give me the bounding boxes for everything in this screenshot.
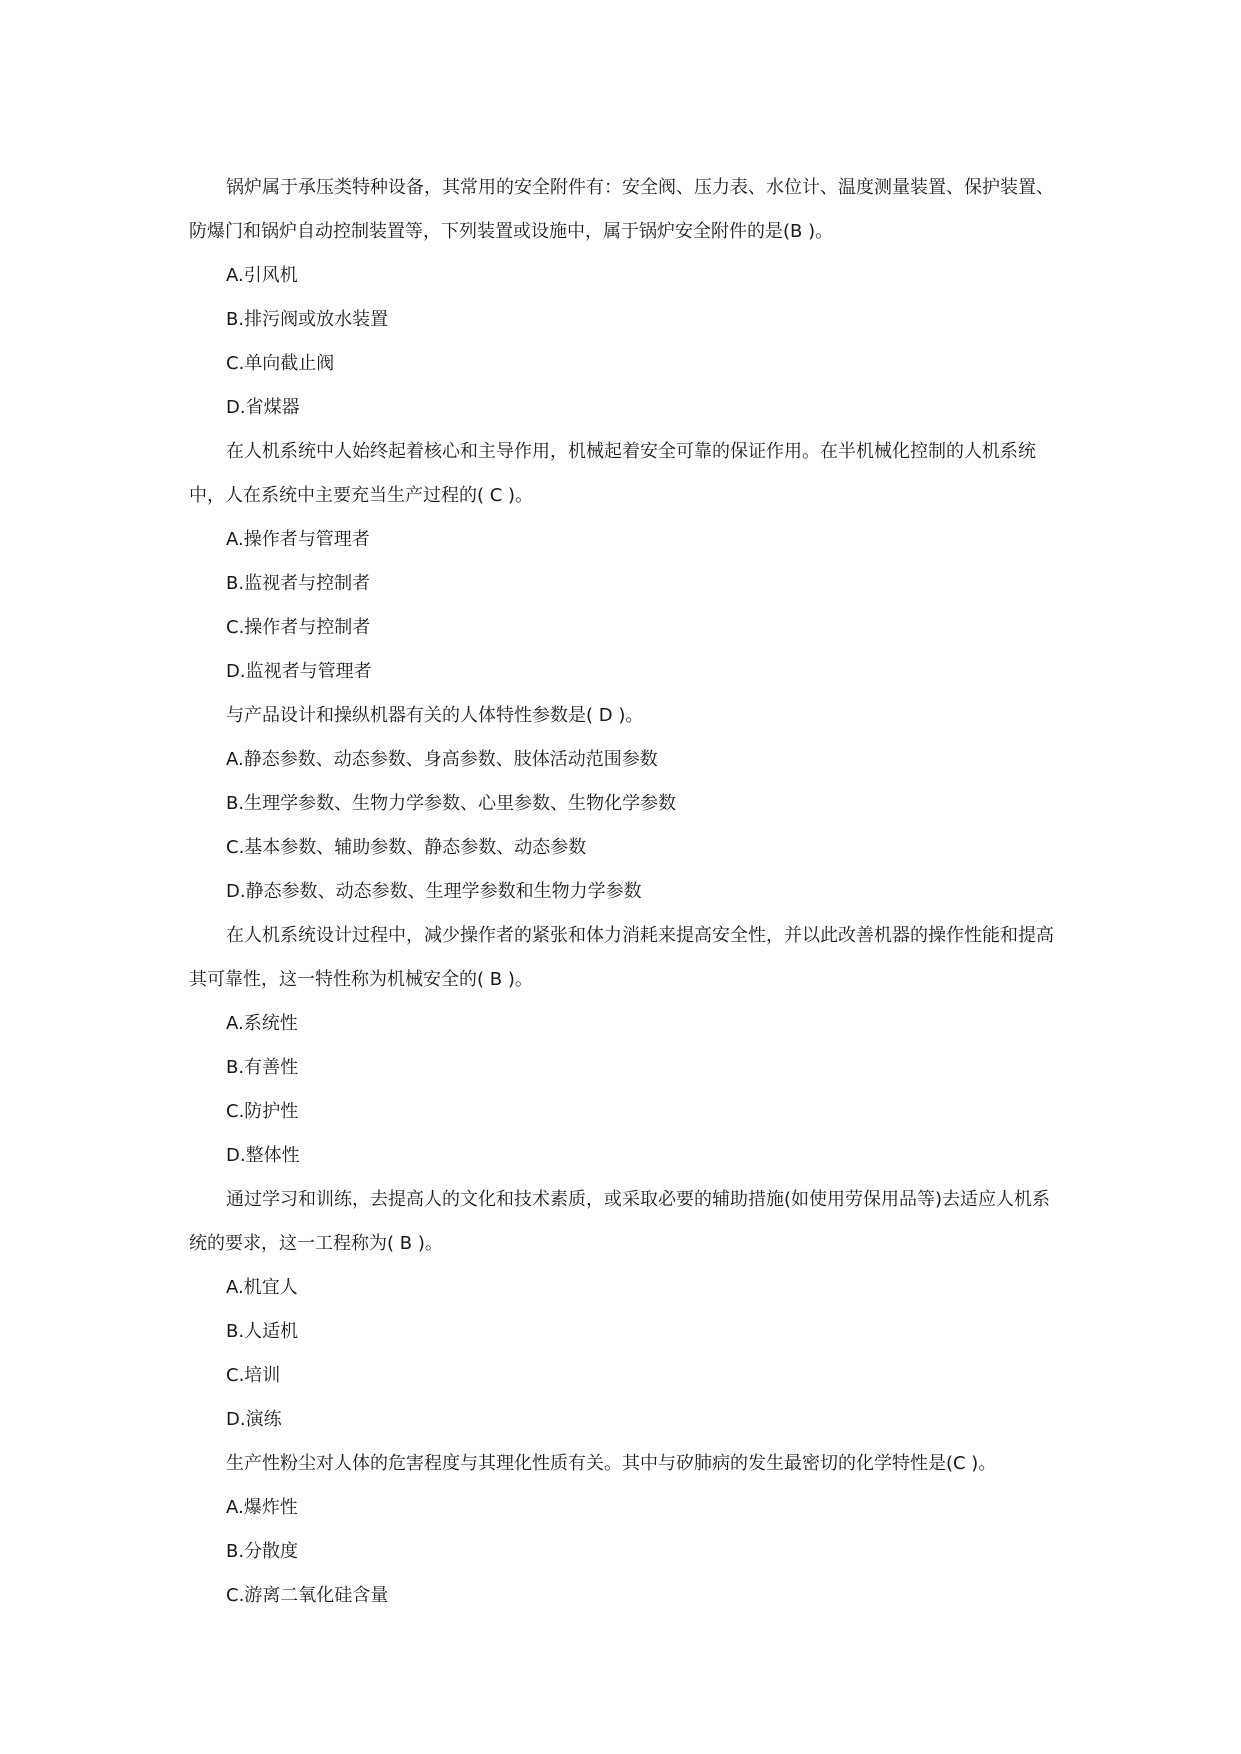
question-5-option-c: C.培训 (226, 1365, 281, 1386)
question-1-option-a: A.引风机 (226, 265, 298, 286)
question-5-option-a: A.机宜人 (226, 1277, 298, 1298)
question-list (189, 166, 1057, 1618)
question-3-option-d: D.静态参数、动态参数、生理学参数和生物力学参数 (226, 881, 642, 902)
question-1-option-c: C.单向截止阀 (226, 353, 335, 374)
question-1-text: 锅炉属于承压类特种设备，其常用的安全附件有：安全阀、压力表、水位计、温度测量装置、保护装置、防爆门和锅炉自动控制装置等，下列装置或设施中，属于锅炉安全附件的是(B )。 (189, 177, 1054, 242)
question-6-option-a: A.爆炸性 (226, 1497, 298, 1518)
question-1-option-d: D.省煤器 (226, 397, 300, 418)
question-2-option-b: B.监视者与控制者 (226, 573, 371, 594)
question-3-option-b: B.生理学参数、生物力学参数、心里参数、生物化学参数 (226, 793, 677, 814)
question-6-option-b: B.分散度 (226, 1541, 299, 1562)
question-1-option-b: B.排污阀或放水装置 (226, 309, 389, 330)
question-5-text: 通过学习和训练，去提高人的文化和技术素质，或采取必要的辅助措施(如使用劳保用品等)去适应人机系统的要求，这一工程称为( B )。 (189, 1189, 1051, 1254)
question-4-option-b: B.有善性 (226, 1057, 299, 1078)
question-5-option-d: D.演练 (226, 1409, 282, 1430)
question-2-option-d: D.监视者与管理者 (226, 661, 372, 682)
question-6-text: 生产性粉尘对人体的危害程度与其理化性质有关。其中与矽肺病的发生最密切的化学特性是(C )。 (226, 1453, 997, 1474)
question-3-text: 与产品设计和操纵机器有关的人体特性参数是( D )。 (226, 705, 644, 726)
question-4-text: 在人机系统设计过程中，减少操作者的紧张和体力消耗来提高安全性，并以此改善机器的操作性能和提高其可靠性，这一特性称为机械安全的( B )。 (189, 925, 1054, 990)
question-4-option-d: D.整体性 (226, 1145, 300, 1166)
question-6-option-c: C.游离二氧化硅含量 (226, 1585, 389, 1606)
question-2-option-c: C.操作者与控制者 (226, 617, 371, 638)
question-4-option-c: C.防护性 (226, 1101, 299, 1122)
question-3-option-a: A.静态参数、动态参数、身高参数、肢体活动范围参数 (226, 749, 658, 770)
question-4-option-a: A.系统性 (226, 1013, 298, 1034)
question-3-option-c: C.基本参数、辅助参数、静态参数、动态参数 (226, 837, 587, 858)
question-5-option-b: B.人适机 (226, 1321, 299, 1342)
question-2-text: 在人机系统中人始终起着核心和主导作用，机械起着安全可靠的保证作用。在半机械化控制的人机系统中，人在系统中主要充当生产过程的( C )。 (189, 441, 1036, 506)
question-2-option-a: A.操作者与管理者 (226, 529, 370, 550)
